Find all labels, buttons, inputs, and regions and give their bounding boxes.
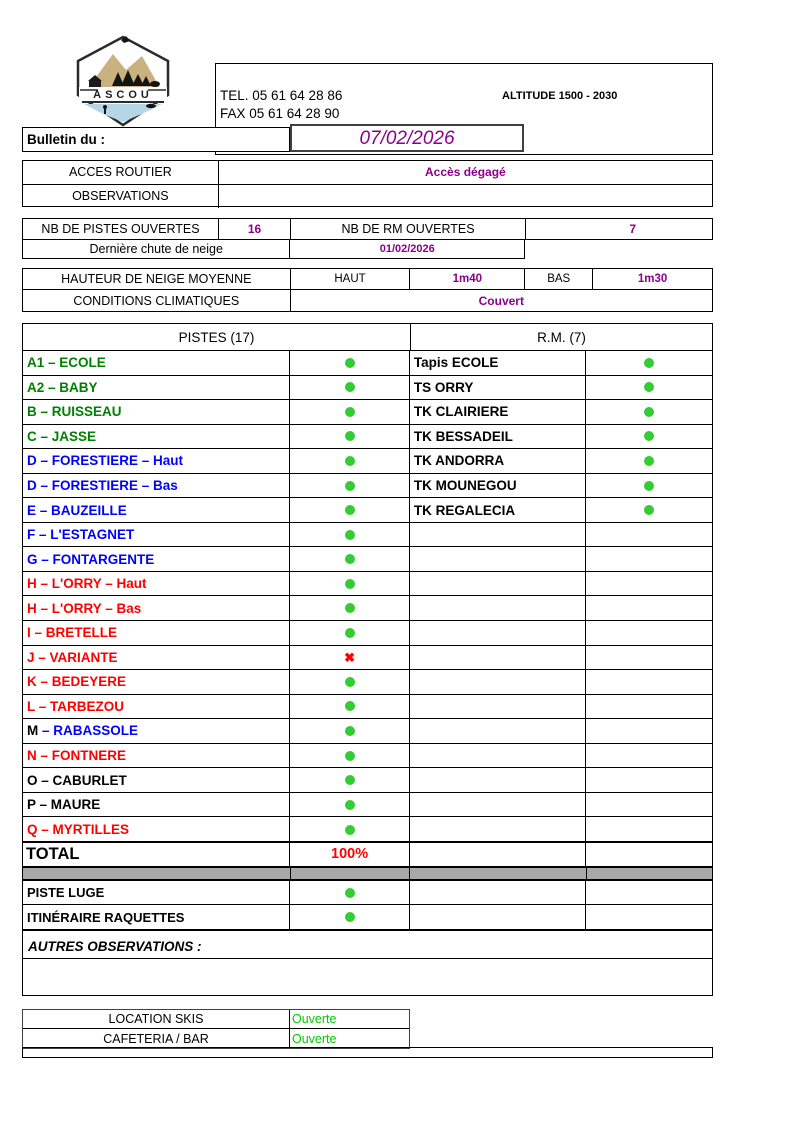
lift-name [410,596,587,620]
piste-name: D – FORESTIERE – Haut [23,449,290,473]
lift-name [410,719,587,743]
bulletin-date-label: Bulletin du : [22,127,290,152]
lift-status-cell [586,817,712,842]
piste-name: C – JASSE [23,425,290,449]
observations-value [219,185,712,209]
total-row [22,841,713,867]
status-open-icon [345,481,355,491]
cafeteria-status: Ouverte [292,1031,337,1046]
status-open-icon [345,358,355,368]
ski-rental-status: Ouverte [292,1012,337,1026]
piste-name: G – FONTARGENTE [23,547,290,571]
piste-name: A2 – BABY [23,376,290,400]
snowshoe-route-row [22,905,713,930]
table-row [23,400,712,425]
pistes-open-count: 16 [219,219,291,239]
status-open-icon [345,775,355,785]
weather-conditions-label: CONDITIONS CLIMATIQUES [23,290,291,311]
lift-status-cell [586,400,712,424]
piste-name: Q – MYRTILLES [23,817,290,842]
road-access-row [23,161,712,185]
piste-name: K – BEDEYERE [23,670,290,694]
status-open-icon [644,407,654,417]
table-body [23,351,712,842]
status-open-icon [345,603,355,613]
piste-name: J – VARIANTE [23,646,290,670]
lift-status-cell [586,768,712,792]
lift-name [410,744,587,768]
piste-status-cell [290,793,410,817]
lift-status-cell [586,351,712,375]
lift-status-cell [586,474,712,498]
table-row [23,572,712,597]
status-open-icon [644,481,654,491]
open-counts-row [22,218,713,240]
piste-status-cell [290,400,410,424]
road-access-section [22,160,713,207]
table-row [23,621,712,646]
lift-name: TK MOUNEGOU [410,474,587,498]
fax-number: FAX 05 61 64 28 90 [220,106,340,121]
piste-status-cell [290,474,410,498]
bottom-snow-depth: 1m30 [637,273,668,285]
lift-name [410,646,587,670]
observations-label: OBSERVATIONS [23,185,219,209]
status-open-icon [345,800,355,810]
table-row [23,768,712,793]
table-row [23,547,712,572]
lift-status-cell [586,719,712,743]
empty-cell [410,842,586,866]
road-access-label: ACCES ROUTIER [23,161,219,184]
status-open-icon [644,431,654,441]
table-row [23,744,712,769]
piste-status-cell [290,376,410,400]
piste-name: D – FORESTIERE – Bas [23,474,290,498]
piste-name: H – L'ORRY – Haut [23,572,290,596]
table-row [23,474,712,499]
piste-name: B – RUISSEAU [23,400,290,424]
lift-name: TK ANDORRA [410,449,587,473]
bulletin-date-value: 07/02/2026 [290,124,524,152]
empty-cell [586,905,712,929]
status-open-icon [345,751,355,761]
status-open-icon [345,677,355,687]
piste-name: N – FONTNERE [23,744,290,768]
last-snowfall-date: 01/02/2026 [379,243,435,255]
snow-height-row [22,268,713,290]
pistes-column-header: PISTES (17) [23,324,411,350]
lift-name: Tapis ECOLE [410,351,587,375]
piste-status-cell [290,498,410,522]
piste-name: H – L'ORRY – Bas [23,596,290,620]
bottom-border-strip [22,1047,713,1058]
lift-status-cell [586,449,712,473]
piste-name: F – L'ESTAGNET [23,523,290,547]
piste-status-cell [290,670,410,694]
lift-name: TK CLAIRIERE [410,400,587,424]
piste-name: L – TARBEZOU [23,695,290,719]
piste-name: E – BAUZEILLE [23,498,290,522]
last-snowfall-label: Dernière chute de neige [23,240,290,258]
status-open-icon [345,456,355,466]
weather-conditions-value: Couvert [478,293,524,308]
services-table [22,1009,410,1049]
status-open-icon [644,382,654,392]
lift-status-cell [586,596,712,620]
ascou-logo [58,34,188,130]
empty-cell [586,842,712,866]
altitude-range: ALTITUDE 1500 - 2030 [502,90,618,102]
table-row [23,817,712,842]
table-row [23,449,712,474]
lift-status-cell [586,572,712,596]
pistes-lifts-table [22,323,713,843]
status-open-icon [644,358,654,368]
lift-name [410,817,587,842]
lift-name [410,547,587,571]
empty-cell [410,905,586,929]
lift-name [410,670,587,694]
lift-status-cell [586,621,712,645]
piste-status-cell [290,719,410,743]
lift-status-cell [586,793,712,817]
piste-status-cell [290,621,410,645]
piste-status-cell [290,523,410,547]
piste-status-cell [290,547,410,571]
status-open-icon [345,505,355,515]
lift-name: TK BESSADEIL [410,425,587,449]
status-closed-icon: ✖ [344,649,355,665]
table-header-row [23,324,712,351]
piste-status-cell [290,744,410,768]
status-open-icon [644,456,654,466]
last-snowfall-row [22,240,525,259]
top-snow-depth: 1m40 [410,269,525,289]
ski-rental-row [23,1010,409,1029]
lift-name: TK REGALECIA [410,498,587,522]
status-open-icon [290,881,410,904]
piste-status-cell [290,646,410,670]
table-row [23,646,712,671]
status-open-icon [345,554,355,564]
sledge-run-label: PISTE LUGE [23,881,290,904]
table-row [23,376,712,401]
status-open-icon [345,825,355,835]
table-row [23,719,712,744]
lift-name [410,695,587,719]
piste-status-cell [290,351,410,375]
bottom-label: BAS [525,269,593,289]
lifts-open-label: NB DE RM OUVERTES [291,219,526,239]
lift-status-cell [586,498,712,522]
lifts-open-count: 7 [629,222,636,236]
piste-status-cell [290,572,410,596]
piste-name: P – MAURE [23,793,290,817]
status-open-icon [345,579,355,589]
empty-cell [410,881,586,904]
status-open-icon [345,407,355,417]
status-open-icon [345,726,355,736]
observations-row [23,185,712,209]
lift-name [410,572,587,596]
piste-status-cell [290,817,410,842]
status-open-icon [644,505,654,515]
ski-rental-label: LOCATION SKIS [23,1010,290,1028]
status-open-icon [345,530,355,540]
status-open-icon [345,701,355,711]
piste-status-cell [290,768,410,792]
lift-name [410,768,587,792]
table-row [23,351,712,376]
weather-conditions-row [22,290,713,312]
other-observations-empty-area [22,959,713,996]
piste-status-cell [290,695,410,719]
logo-text: ASCOU [93,89,153,101]
cafeteria-label: CAFETERIA / BAR [23,1029,290,1048]
piste-name: A1 – ECOLE [23,351,290,375]
piste-status-cell [290,596,410,620]
table-row [23,498,712,523]
table-row [23,596,712,621]
other-observations-label: AUTRES OBSERVATIONS : [22,930,713,959]
table-row [23,523,712,548]
table-row [23,695,712,720]
status-open-icon [290,905,410,929]
road-access-value: Accès dégagé [425,165,506,180]
empty-cell [586,881,712,904]
snowshoe-route-label: ITINÉRAIRE RAQUETTES [23,905,290,929]
lift-name [410,621,587,645]
total-percentage: 100% [290,842,410,866]
total-label: TOTAL [23,842,290,866]
lift-name: TS ORRY [410,376,587,400]
lifts-column-header: R.M. (7) [537,329,586,345]
lift-status-cell [586,744,712,768]
table-row [23,793,712,818]
snow-height-label: HAUTEUR DE NEIGE MOYENNE [23,269,291,289]
lift-status-cell [586,646,712,670]
phone-number: TEL. 05 61 64 28 86 [220,88,343,103]
table-row [23,670,712,695]
lift-name [410,793,587,817]
lift-status-cell [586,695,712,719]
sledge-run-row [22,880,713,905]
lift-name [410,523,587,547]
lift-status-cell [586,425,712,449]
piste-name: M – RABASSOLE [23,719,290,743]
lift-status-cell [586,547,712,571]
pistes-open-label: NB DE PISTES OUVERTES [23,219,219,239]
separator-band [22,867,713,880]
lift-status-cell [586,376,712,400]
status-open-icon [345,628,355,638]
status-open-icon [345,382,355,392]
piste-status-cell [290,425,410,449]
piste-name: O – CABURLET [23,768,290,792]
cafeteria-row [23,1029,409,1048]
piste-status-cell [290,449,410,473]
lift-status-cell [586,523,712,547]
piste-name: I – BRETELLE [23,621,290,645]
table-row [23,425,712,450]
top-label: HAUT [291,269,411,289]
lift-status-cell [586,670,712,694]
status-open-icon [345,431,355,441]
